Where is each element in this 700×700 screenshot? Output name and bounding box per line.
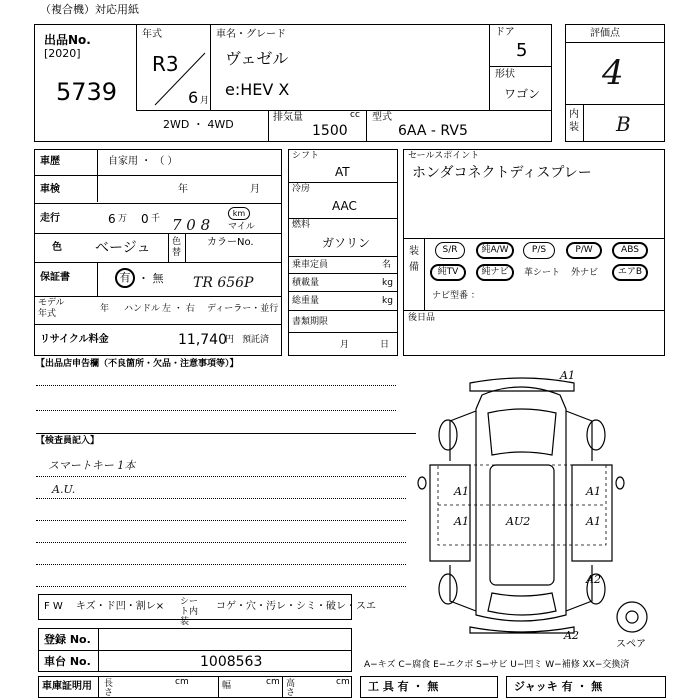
equip-tv: 純TV [430, 264, 466, 281]
inspector-line2: A.U. [52, 483, 76, 496]
color-number-label: カラーNo. [207, 237, 254, 248]
inspector-label: 【検査員記入】 [36, 436, 100, 446]
equip-power-window: P/W [566, 242, 602, 259]
mileage-mile: マイル [228, 222, 255, 232]
warranty-code: TR 656P [193, 275, 254, 291]
spare-label: スペア [616, 639, 646, 650]
shape-value: ワゴン [504, 87, 541, 101]
model-year-label: モデル年式 [38, 298, 65, 319]
mileage-man-unit: 万 [118, 214, 128, 224]
mileage-man: 6 [108, 212, 116, 226]
mark-left-front: A1 [454, 485, 469, 498]
capacity-unit: 名 [382, 260, 392, 270]
equip-airbag: エアB [612, 264, 648, 281]
door-count: 5 [516, 40, 528, 61]
month-value: 6 [188, 88, 199, 107]
equip-power-steering: P/S [523, 242, 555, 259]
warranty-no: ・ 無 [138, 272, 164, 285]
inspection-month: 月 [250, 184, 260, 195]
sales-point-text: ホンダコネクトディスプレー [412, 165, 592, 181]
ac-label: 冷房 [292, 184, 311, 194]
month-unit: 月 [200, 96, 210, 106]
warranty-label: 保証書 [40, 272, 70, 283]
year-label: 年式 [142, 29, 162, 40]
inspection-year: 年 [178, 184, 188, 195]
mileage-label: 走行 [40, 213, 60, 224]
fw-label: F W [44, 601, 63, 612]
length-label: 長さ [104, 679, 114, 698]
history-value: 自家用 ・ （ ） [108, 156, 178, 167]
mark-right-rear: A1 [586, 515, 601, 528]
history-label: 車歴 [40, 156, 60, 167]
chassis-label: 車台 No. [44, 655, 91, 668]
inspection-label: 車検 [40, 184, 60, 195]
cert-label: 車庫証明用 [42, 681, 92, 692]
mileage-digits: 7 0 8 [172, 216, 211, 234]
chassis-value: 1008563 [200, 654, 263, 670]
handle-value: 左 ・ 右 [162, 304, 195, 314]
equip-abs: ABS [612, 242, 648, 259]
mark-rear-bumper: A2 [564, 629, 579, 642]
capacity-label: 乗車定員 [292, 260, 329, 270]
equipment-label: 装備 [409, 246, 419, 273]
era-year: R3 [152, 52, 179, 76]
width-label: 幅 [222, 681, 232, 691]
mark-roof-center: AU2 [506, 515, 531, 528]
grade-label: 評価点 [590, 28, 620, 39]
height-unit: cm [336, 677, 350, 687]
drive-type: 2WD ・ 4WD [163, 118, 234, 131]
shift-value: AT [335, 165, 350, 179]
model-label: 型式 [372, 112, 392, 123]
inspector-line1: スマートキー 1本 [48, 459, 136, 472]
width-unit: cm [266, 677, 280, 687]
ac-value: AAC [332, 199, 357, 213]
mark-roof-front: A1 [560, 369, 575, 382]
equip-navi: 純ナビ [476, 264, 514, 281]
displacement-label: 排気量 [273, 112, 303, 123]
report-label: 【出品店申告欄（不良箇所・欠品・注意事項等）】 [36, 359, 239, 369]
car-damage-diagram [410, 365, 665, 655]
mark-left-rear: A1 [454, 515, 469, 528]
mileage-km-circle: km [228, 207, 250, 220]
lot-number: 5739 [56, 78, 118, 106]
recycle-label: リサイクル料金 [40, 334, 109, 345]
model-value: 6AA - RV5 [398, 123, 468, 139]
damage-legend: A−キズ C−腐食 E−エクボ S−サビ U−凹ミ W−補修 XX−交換済 [364, 660, 630, 670]
equip-leather: 革シート [524, 268, 561, 278]
fuel-value: ガソリン [322, 236, 371, 250]
reg-label: 登録 No. [44, 633, 91, 646]
lot-year-tag: [2020] [44, 47, 81, 60]
jack-text: ジャッキ 有 ・ 無 [514, 680, 603, 693]
mileage-sen-unit: 千 [151, 214, 161, 224]
mileage-sen: 0 [141, 212, 149, 226]
gross-label: 総重量 [292, 296, 320, 306]
color-value: ベージュ [95, 240, 151, 256]
height-label: 高さ [286, 679, 296, 698]
vehicle-name: ヴェゼル [225, 49, 289, 68]
fw-interior: シート内装 [180, 597, 199, 627]
color-change-label: 色替 [172, 237, 182, 258]
nav-type-label: ナビ型番 ： [432, 291, 480, 301]
mark-rear-right: A2 [586, 573, 601, 586]
sales-point-label: セールスポイント [408, 151, 480, 161]
equip-sunroof: S/R [435, 242, 465, 259]
fw-text: キズ・ド凹・割レ× [76, 601, 165, 612]
model-year-unit: 年 [100, 304, 110, 314]
after-label: 後日品 [408, 313, 436, 323]
fuel-label: 燃料 [292, 220, 311, 230]
warranty-yes: 有 [115, 268, 135, 288]
door-label: ドア [495, 27, 515, 38]
color-label: 色 [52, 242, 62, 253]
length-unit: cm [175, 677, 189, 687]
equip-alloy-wheel: 純A/W [476, 242, 514, 259]
dealer-label: ディーラー・並行 [207, 304, 279, 314]
vehicle-grade: e:HEV X [225, 80, 290, 99]
handle-label: ハンドル [124, 304, 161, 314]
mark-right-front: A1 [586, 485, 601, 498]
gross-unit: kg [382, 296, 393, 306]
recycle-amount: 11,740 [178, 332, 227, 348]
displacement-value: 1500 [312, 123, 348, 139]
interior-label: 内装 [569, 109, 579, 133]
equip-aftermarket-navi: 外ナビ [571, 268, 599, 278]
tools-text: 工 具 有 ・ 無 [368, 680, 439, 693]
shift-label: シフト [292, 151, 320, 161]
docs-label: 書類期限 [292, 317, 329, 327]
load-label: 積載量 [292, 278, 320, 288]
recycle-note: 預託済 [242, 335, 270, 345]
recycle-unit: 円 [225, 335, 235, 345]
shape-label: 形状 [495, 69, 515, 80]
lot-label: 出品No. [44, 33, 91, 47]
docs-month: 月 [340, 340, 350, 350]
grade-score: 4 [602, 53, 624, 93]
interior-score: B [616, 112, 631, 136]
fw-text2: コゲ・穴・汚レ・シミ・破レ・スエ [216, 601, 376, 612]
docs-day: 日 [380, 340, 390, 350]
load-unit: kg [382, 278, 393, 288]
displacement-unit: cc [350, 110, 360, 120]
header-note: （複合機）対応用紙 [40, 3, 139, 16]
name-label: 車名・グレード [216, 29, 286, 40]
